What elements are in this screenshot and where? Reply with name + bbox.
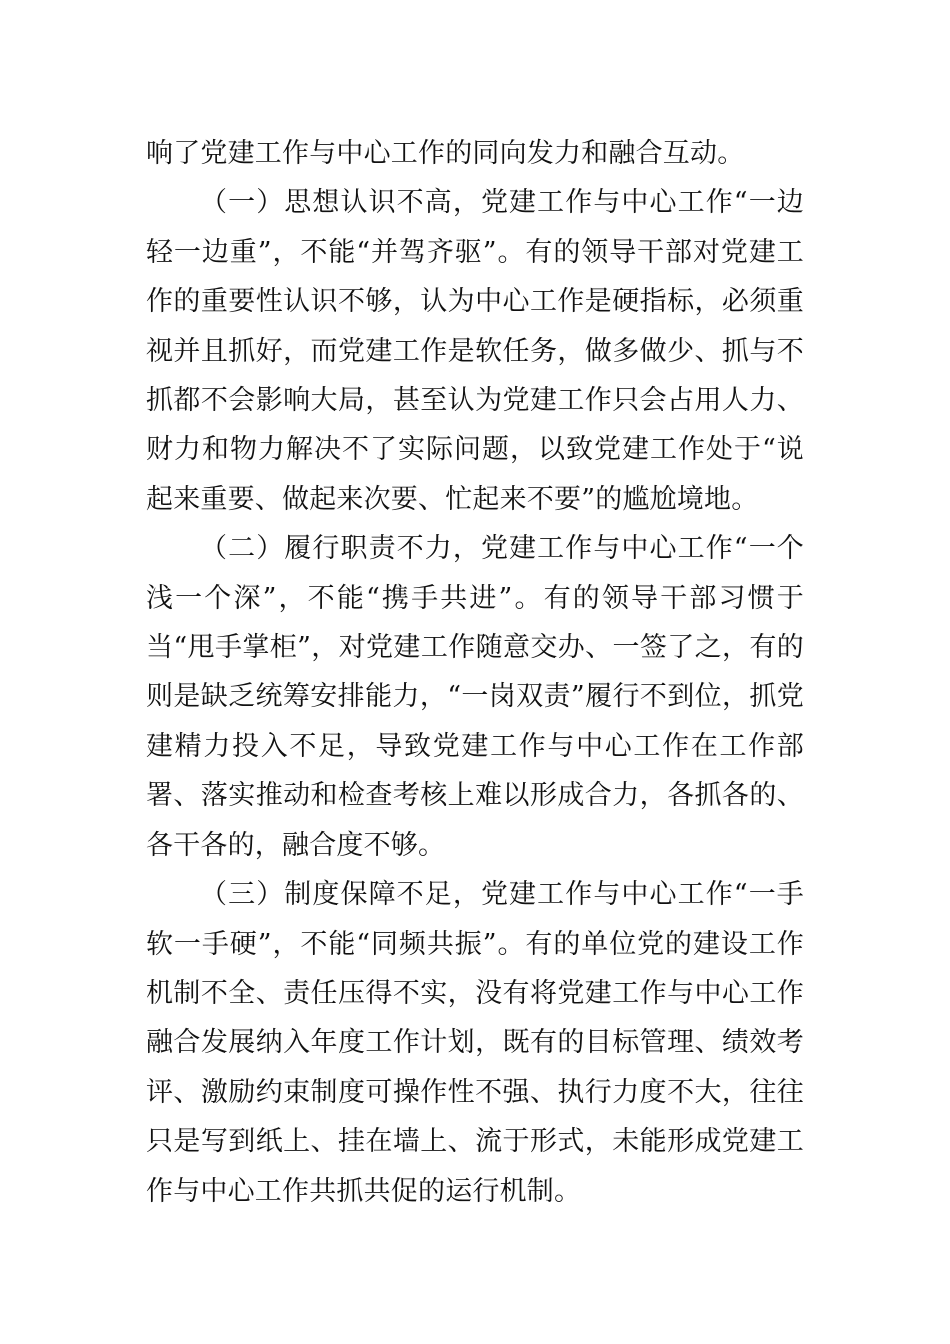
- paragraph-section-3: （三）制度保障不足，党建工作与中心工作“一手软一手硬”，不能“同频共振”。有的单位党的建设工作机制不全、责任压得不实，没有将党建工作与中心工作融合发展纳入年度工作计划，既有的目标管理、绩效考评、激励约束制度可操作性不强、执行力度不大，往往只是写到纸上、挂在墙上、流于形式，未能形成党建工作与中心工作共抓共促的运行机制。: [146, 879, 804, 1207]
- paragraph-continuation: 响了党建工作与中心工作的同向发力和融合互动。: [146, 138, 745, 169]
- document-body: [146, 129, 804, 1216]
- paragraph-section-2: （二）履行职责不力，党建工作与中心工作“一个浅一个深”，不能“携手共进”。有的领导干部习惯于当“甩手掌柜”，对党建工作随意交办、一签了之，有的则是缺乏统筹安排能力，“一岗双责”履行不到位，抓党建精力投入不足，导致党建工作与中心工作在工作部署、落实推动和检查考核上难以形成合力，各抓各的、各干各的，融合度不够。: [146, 533, 804, 861]
- paragraph-section-1: （一）思想认识不高，党建工作与中心工作“一边轻一边重”，不能“并驾齐驱”。有的领导干部对党建工作的重要性认识不够，认为中心工作是硬指标，必须重视并且抓好，而党建工作是软任务，做多做少、抓与不抓都不会影响大局，甚至认为党建工作只会占用人力、财力和物力解决不了实际问题，以致党建工作处于“说起来重要、做起来次要、忙起来不要”的尴尬境地。: [146, 187, 804, 515]
